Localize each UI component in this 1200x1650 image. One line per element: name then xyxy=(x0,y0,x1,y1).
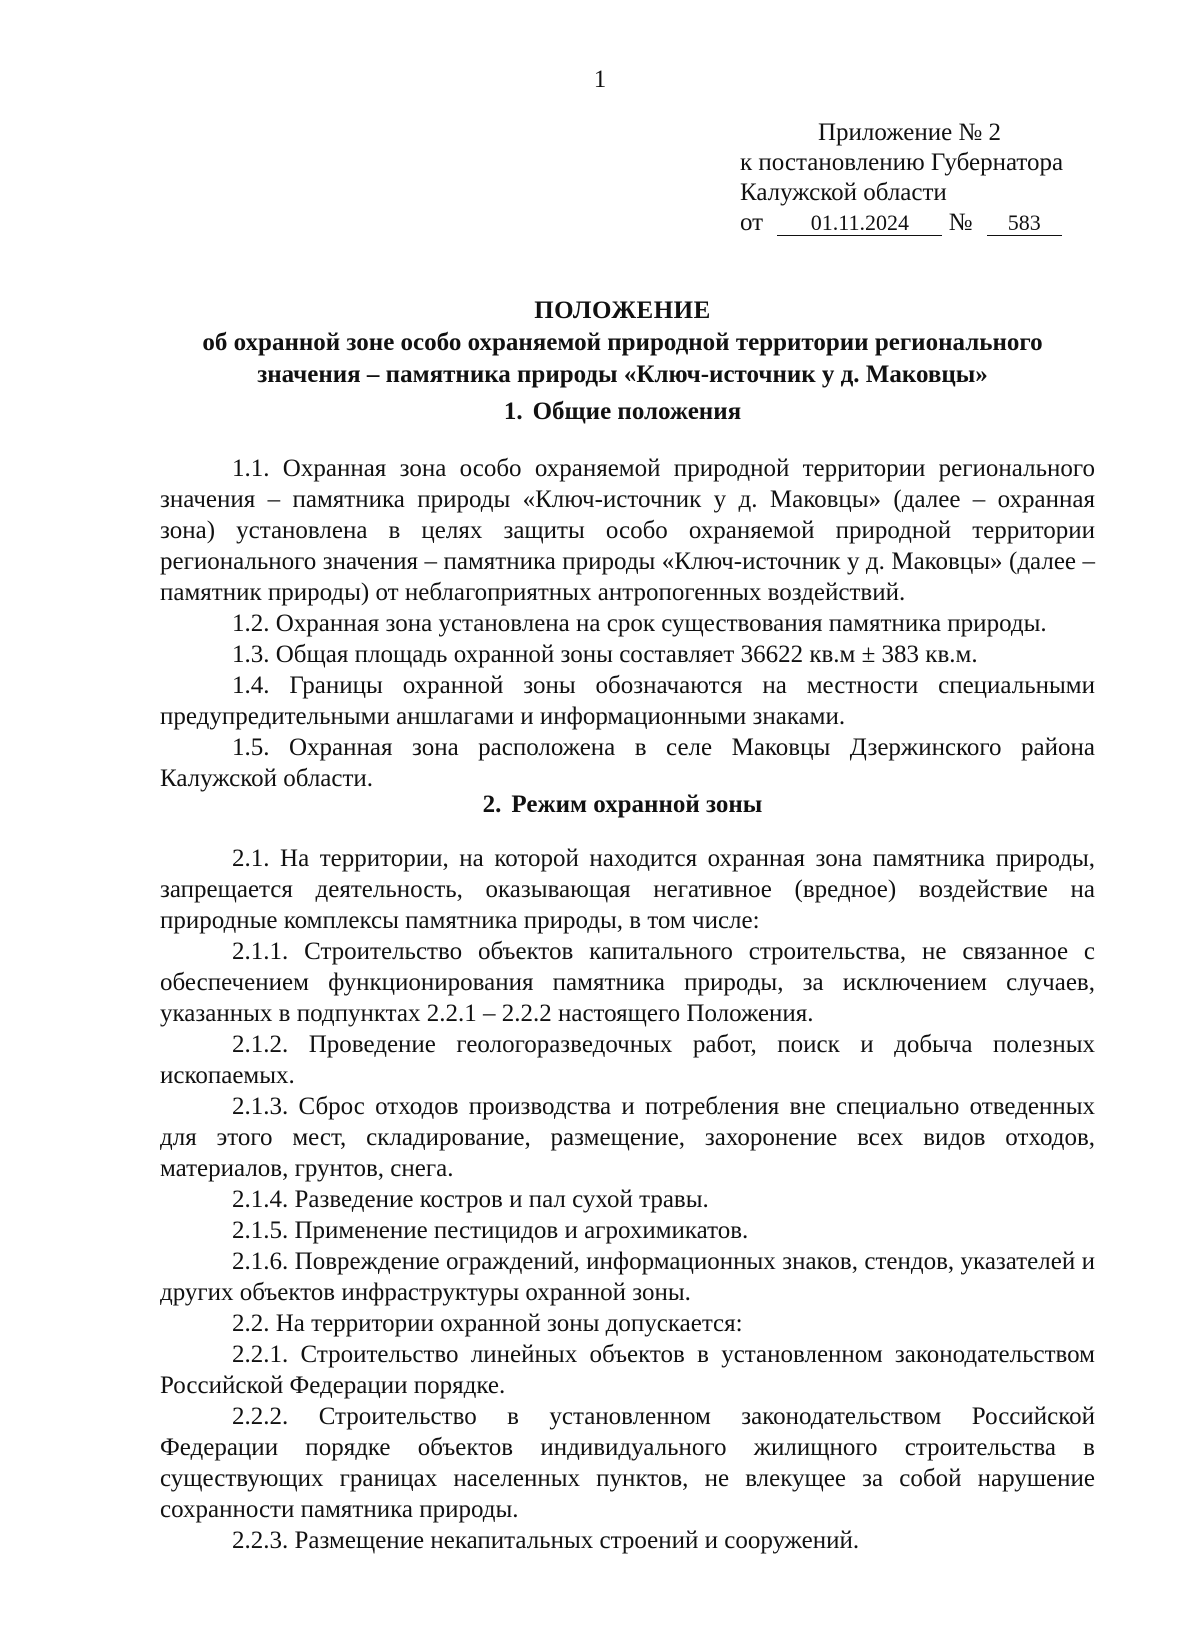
paragraph-2-2-2: 2.2.2. Строительство в установленном законодательством Российской Федерации порядке объектов индивидуального жилищного строительства в существующих границах населенных пунктов, не влекущее за собой нарушение сохранности памятника природы. xyxy=(160,1403,1095,1523)
paragraph-2-1-1: 2.1.1. Строительство объектов капитального строительства, не связанное с обеспечением функционирования памятника природы, за исключением случаев, указанных в подпунктах 2.2.1 – 2.2.2 настоящего Положения. xyxy=(160,938,1095,1027)
page-number: 1 xyxy=(593,66,607,93)
paragraph-2-1-2: 2.1.2. Проведение геологоразведочных работ, поиск и добыча полезных ископаемых. xyxy=(160,1031,1095,1089)
document-title-line2: об охранной зоне особо охраняемой природной территории регионального xyxy=(202,329,1043,356)
paragraph-2-1-5: 2.1.5. Применение пестицидов и агрохимикатов. xyxy=(232,1217,749,1244)
paragraph-2-1-3: 2.1.3. Сброс отходов производства и потребления вне специально отведенных для этого мест, складирование, размещение, захоронение всех видов отходов, материалов, грунтов, снега. xyxy=(160,1093,1095,1182)
section-1-title: Общие положения xyxy=(532,398,742,425)
document-title xyxy=(150,295,1095,391)
approval-region: Калужской области xyxy=(740,179,947,206)
paragraph-2-1-4: 2.1.4. Разведение костров и пал сухой травы. xyxy=(232,1186,709,1213)
approval-date: 01.11.2024 xyxy=(777,211,942,236)
section-1-heading xyxy=(150,397,1095,427)
paragraph-2-2-3: 2.2.3. Размещение некапитальных строений и сооружений. xyxy=(232,1527,860,1554)
section-2-number: 2. xyxy=(482,791,502,818)
approval-from-label: от xyxy=(740,209,764,236)
paragraph-1-2: 1.2. Охранная зона установлена на срок существования памятника природы. xyxy=(232,610,1047,637)
approval-appendix: Приложение № 2 xyxy=(818,119,1002,146)
section-1-number: 1. xyxy=(503,398,523,425)
approval-block xyxy=(740,118,1120,238)
approval-number-label: № xyxy=(948,209,973,236)
paragraph-1-5: 1.5. Охранная зона расположена в селе Маковцы Дзержинского района Калужской области. xyxy=(160,734,1095,792)
document-title-line3: значения – памятника природы «Ключ-источник у д. Маковцы» xyxy=(257,361,988,388)
paragraph-1-4: 1.4. Границы охранной зоны обозначаются на местности специальными предупредительными аншлагами и информационными знаками. xyxy=(160,672,1095,730)
section-2-heading xyxy=(150,790,1095,820)
section-2-body xyxy=(160,843,1095,1556)
paragraph-2-2-1: 2.2.1. Строительство линейных объектов в установленном законодательством Российской Федерации порядке. xyxy=(160,1341,1095,1399)
section-2-title: Режим охранной зоны xyxy=(511,791,763,818)
document-title-main: ПОЛОЖЕНИЕ xyxy=(534,297,711,324)
paragraph-2-1-6: 2.1.6. Повреждение ограждений, информационных знаков, стендов, указателей и других объектов инфраструктуры охранной зоны. xyxy=(160,1248,1095,1306)
paragraph-2-1: 2.1. На территории, на которой находится охранная зона памятника природы, запрещается деятельность, оказывающая негативное (вредное) воздействие на природные комплексы памятника природы, в том числе: xyxy=(160,845,1095,934)
paragraph-2-2: 2.2. На территории охранной зоны допускается: xyxy=(232,1310,743,1337)
section-1-body xyxy=(160,453,1095,794)
approval-date-line xyxy=(740,208,1120,238)
approval-number: 583 xyxy=(987,211,1062,236)
paragraph-1-1: 1.1. Охранная зона особо охраняемой природной территории регионального значения – памятника природы «Ключ-источник у д. Маковцы» (далее – охранная зона) установлена в целях защиты особо охраняемой природной территории регионального значения – памятника природы «Ключ-источник у д. Маковцы» (далее – памятник природы) от неблагоприятных антропогенных воздействий. xyxy=(160,455,1095,606)
approval-decree: к постановлению Губернатора xyxy=(740,149,1064,176)
paragraph-1-3: 1.3. Общая площадь охранной зоны составляет 36622 кв.м ± 383 кв.м. xyxy=(232,641,978,668)
